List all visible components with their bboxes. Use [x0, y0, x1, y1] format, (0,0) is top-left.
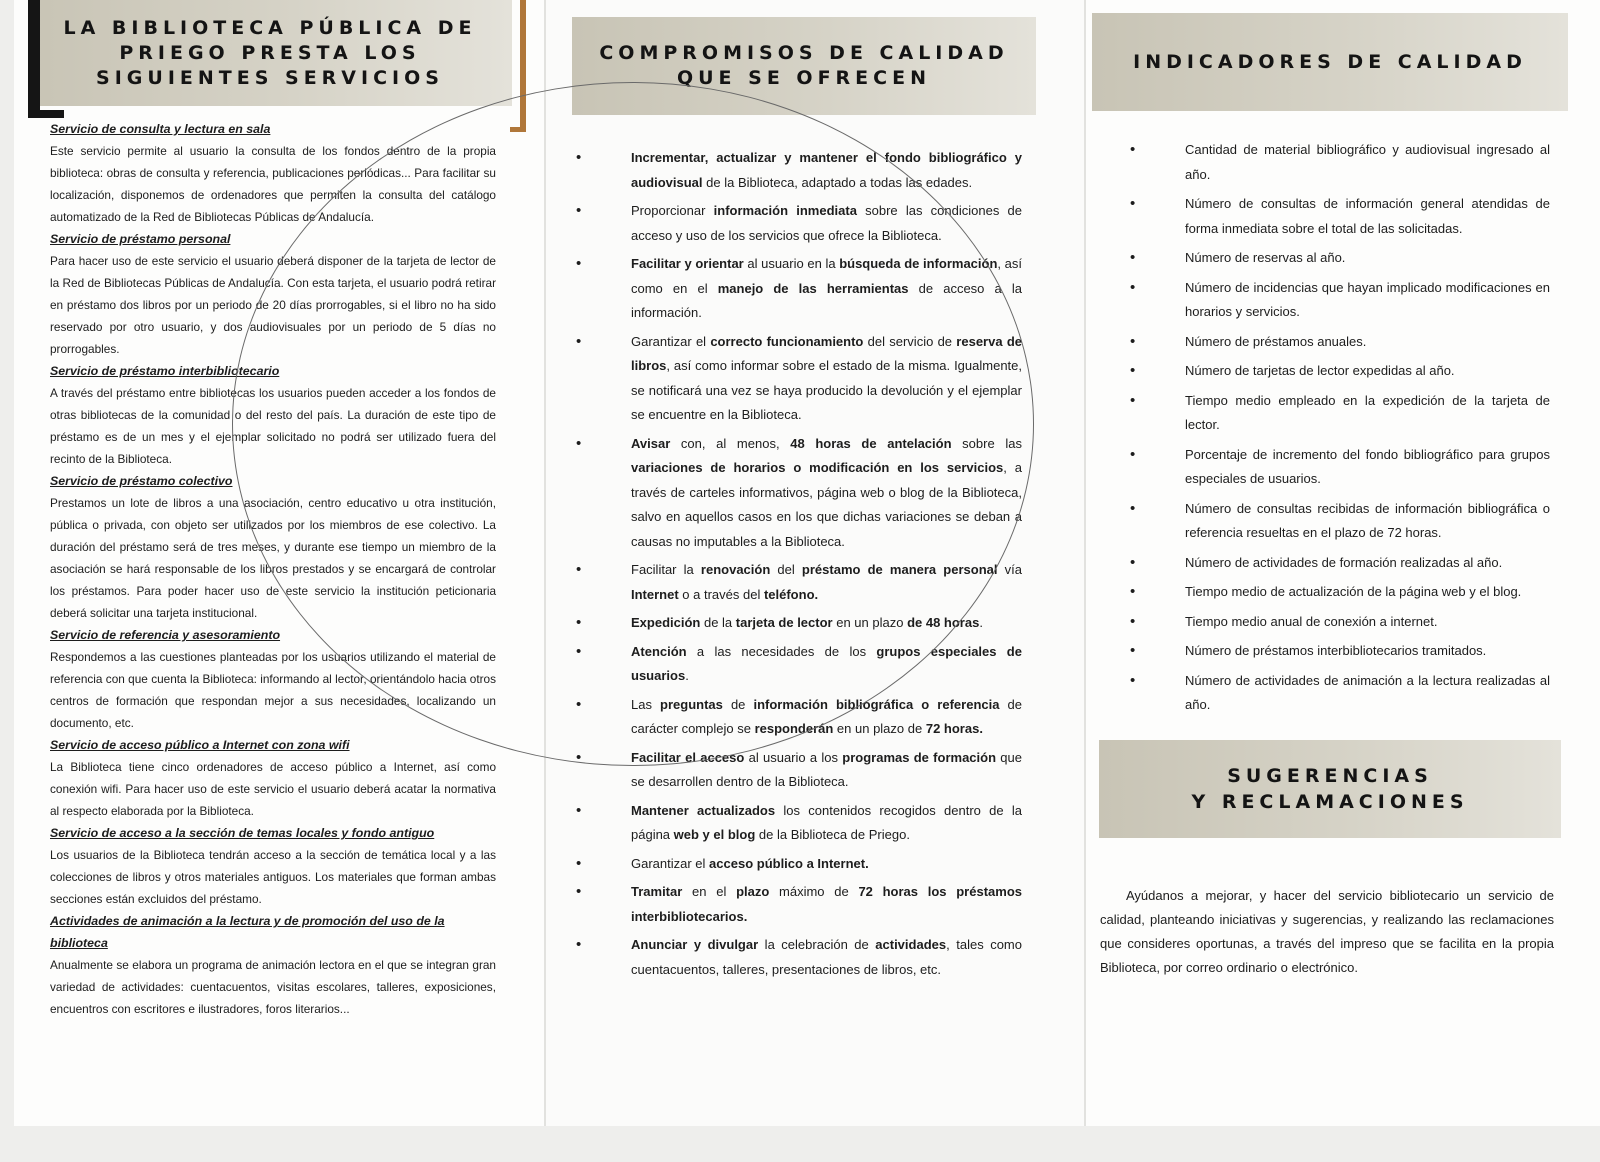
- bullet-icon: •: [1130, 612, 1136, 630]
- indicator-item: [1130, 192, 1550, 241]
- suggestions-title-line-1: SUGERENCIAS: [1227, 765, 1433, 787]
- commitment-item-text: Garantizar el correcto funcionamiento del servicio de reserva de libros, así como informar sobre el estado de la misma. Igualmente, se notificará una vez se haya producido la devolución y el ejemplar se encuentre en la Biblioteca.: [631, 333, 1022, 422]
- indicator-item: [1130, 359, 1550, 384]
- commitment-item: [576, 852, 1022, 877]
- bullet-icon: •: [1130, 671, 1136, 689]
- commitment-item: [576, 330, 1022, 428]
- indicator-item-text: Número de incidencias que hayan implicado modificaciones en horarios y servicios.: [1185, 279, 1550, 319]
- commitment-item: [576, 640, 1022, 689]
- service-text: Para hacer uso de este servicio el usuario deberá disponer de la tarjeta de lector de la Red de Bibliotecas Públicas de Andalucía. Con esta tarjeta, el usuario podrá retirar en préstamo dos libros por un periodo de 20 días prorrogables, si el libro no ha sido reservado por otro usuario, y dos audiovisuales por un periodo de 5 días no prorrogables.: [50, 254, 496, 356]
- fold-line-left: [544, 0, 546, 1126]
- suggestions-header: [1099, 740, 1561, 838]
- bullet-icon: •: [576, 561, 582, 578]
- bullet-icon: •: [576, 332, 582, 350]
- commitment-item: [576, 252, 1022, 326]
- commitment-item-text: Atención a las necesidades de los grupos especiales de usuarios.: [631, 643, 1022, 683]
- indicators-header: [1092, 13, 1568, 111]
- indicator-item: [1130, 330, 1550, 355]
- commitment-item-text: Avisar con, al menos, 48 horas de antelación sobre las variaciones de horarios o modificación en los servicios, a través de carteles informativos, página web o blog de la Biblioteca, salvo en aquellos casos en los que dichas variaciones se deban a causas no imputables a la Biblioteca.: [631, 435, 1022, 549]
- indicator-item-text: Número de consultas de información general atendidas de forma inmediata sobre el total de las solicitadas.: [1185, 196, 1550, 236]
- commitments-title-line-2: QUE SE OFRECEN: [676, 67, 931, 89]
- bullet-icon: •: [1130, 362, 1136, 379]
- indicator-item-text: Tiempo medio anual de conexión a internet.: [1185, 613, 1438, 629]
- service-text: La Biblioteca tiene cinco ordenadores de acceso público a Internet, así como conexión wifi. Para hacer uso de este servicio el usuario deberá acatar la normativa al respecto elaborada por la Biblioteca.: [50, 760, 496, 818]
- services-header: [28, 0, 512, 106]
- bullet-icon: •: [1130, 499, 1136, 517]
- bullet-icon: •: [1130, 391, 1136, 409]
- commitment-item: [576, 558, 1022, 607]
- black-bracket-decoration: [28, 0, 40, 118]
- indicator-item: [1130, 580, 1550, 605]
- bullet-icon: •: [1130, 642, 1136, 659]
- fold-line-right: [1084, 0, 1086, 1126]
- indicator-item: [1130, 669, 1550, 718]
- indicator-item-text: Tiempo medio de actualización de la página web y el blog.: [1185, 584, 1522, 599]
- service-title: Servicio de préstamo interbibliotecario: [50, 364, 280, 378]
- bullet-icon: •: [576, 748, 582, 766]
- commitment-item: [576, 693, 1022, 742]
- bullet-icon: •: [576, 642, 582, 660]
- service-text: Anualmente se elabora un programa de animación lectora en el que se integran gran variedad de actividades: cuentacuentos, visitas escolares, talleres, exposiciones, encuentros con escritores e ilustradores, foros literarios...: [50, 958, 496, 1016]
- service-text: A través del préstamo entre bibliotecas los usuarios pueden acceder a los fondos de otras bibliotecas de la comunidad o del resto del país. La duración de este tipo de préstamo es de un mes y el ejemplar solicitado no podrá ser utilizado fuera del recinto de la Biblioteca.: [50, 386, 496, 466]
- indicator-item: [1130, 639, 1550, 664]
- commitment-item-text: Anunciar y divulgar la celebración de actividades, tales como cuentacuentos, talleres, presentaciones de libros, etc.: [631, 937, 1022, 977]
- commitment-item-text: Tramitar en el plazo máximo de 72 horas los préstamos interbibliotecarios.: [631, 884, 1022, 924]
- commitment-item-text: Expedición de la tarjeta de lector en un plazo de 48 horas.: [631, 615, 983, 630]
- indicator-item-text: Tiempo medio empleado en la expedición de la tarjeta de lector.: [1185, 392, 1550, 432]
- indicator-item: [1130, 610, 1550, 635]
- service-item: [50, 822, 496, 910]
- bullet-icon: •: [1130, 553, 1136, 571]
- bullet-icon: •: [576, 614, 582, 631]
- indicator-item-text: Número de tarjetas de lector expedidas al año.: [1185, 363, 1455, 378]
- indicator-item-text: Porcentaje de incremento del fondo bibliográfico para grupos especiales de usuarios.: [1185, 446, 1550, 486]
- bullet-icon: •: [576, 936, 582, 953]
- commitment-item: [576, 432, 1022, 555]
- service-item: [50, 118, 496, 228]
- service-title: Servicio de acceso público a Internet con zona wifi: [50, 738, 350, 752]
- service-title: Servicio de consulta y lectura en sala: [50, 122, 271, 136]
- commitment-item: [576, 933, 1022, 982]
- service-text: Prestamos un lote de libros a una asociación, centro educativo u otra institución, pública o privada, con objeto ser utilizados por los miembros de ese colectivo. La duración del préstamo será de tres meses, y durante ese tiempo un miembro de la asociación se hará responsable de los libros prestados y se encargará de controlar los préstamos. Para poder hacer uso de este servicio la institución peticionaria deberá solicitar una tarjeta institucional.: [50, 496, 496, 620]
- services-list: [50, 118, 496, 1020]
- commitment-item: [576, 799, 1022, 848]
- commitment-item: [576, 146, 1022, 195]
- indicator-item: [1130, 389, 1550, 438]
- indicator-item-text: Número de préstamos anuales.: [1185, 333, 1367, 349]
- services-title-line-2: PRIEGO PRESTA LOS: [119, 41, 421, 64]
- commitment-item-text: Mantener actualizados los contenidos recogidos dentro de la página web y el blog de la Biblioteca de Priego.: [631, 802, 1022, 842]
- indicator-item-text: Número de actividades de animación a la lectura realizadas al año.: [1185, 672, 1550, 712]
- commitment-item: [576, 880, 1022, 929]
- indicators-list: [1130, 138, 1550, 723]
- commitments-title-line-1: COMPROMISOS DE CALIDAD: [599, 42, 1009, 64]
- indicator-item-text: Número de reservas al año.: [1185, 250, 1346, 265]
- indicator-item-text: Cantidad de material bibliográfico y audiovisual ingresado al año.: [1185, 142, 1550, 182]
- bullet-icon: •: [576, 434, 582, 452]
- bullet-icon: •: [1130, 195, 1136, 212]
- orange-bracket-decoration: [520, 0, 526, 132]
- commitment-item-text: Las preguntas de información bibliográfica o referencia de carácter complejo se responderán en un plazo de 72 horas.: [631, 696, 1022, 736]
- bullet-icon: •: [576, 695, 582, 713]
- service-item: [50, 734, 496, 822]
- service-title: Actividades de animación a la lectura y de promoción del uso de la biblioteca: [50, 914, 445, 950]
- indicator-item-text: Número de actividades de formación realizadas al año.: [1185, 554, 1503, 570]
- bullet-icon: •: [576, 255, 582, 272]
- services-title-line-3: SIGUIENTES SERVICIOS: [96, 66, 444, 89]
- bullet-icon: •: [576, 202, 582, 219]
- bullet-icon: •: [576, 149, 582, 166]
- commitments-header: [572, 17, 1036, 115]
- bullet-icon: •: [1130, 249, 1136, 266]
- service-item: [50, 360, 496, 470]
- service-title: Servicio de préstamo personal: [50, 232, 231, 246]
- commitment-item-text: Facilitar y orientar al usuario en la búsqueda de información, así como en el manejo de las herramientas de acceso a la información.: [631, 256, 1022, 320]
- services-title-line-1: LA BIBLIOTECA PÚBLICA DE: [63, 16, 477, 39]
- bullet-icon: •: [576, 854, 582, 872]
- indicator-item: [1130, 551, 1550, 576]
- service-title: Servicio de préstamo colectivo: [50, 474, 233, 488]
- service-text: Los usuarios de la Biblioteca tendrán acceso a la sección de temática local y a las colecciones de libros y otros materiales antiguos. Los materiales que forman ambas secciones están excluidos del préstamo.: [50, 848, 496, 906]
- indicators-title: INDICADORES DE CALIDAD: [1133, 50, 1527, 73]
- service-text: Respondemos a las cuestiones planteadas por los usuarios utilizando el material de referencia con que cuenta la Biblioteca: informando al lector, orientándolo hacia otros centros de formación que respondan mejor a sus necesidades, localizando un documento, etc.: [50, 650, 496, 730]
- bullet-icon: •: [1130, 445, 1136, 463]
- indicator-item-text: Número de préstamos interbibliotecarios tramitados.: [1185, 643, 1487, 658]
- bullet-icon: •: [1130, 583, 1136, 600]
- indicator-item: [1130, 246, 1550, 271]
- commitment-item-text: Incrementar, actualizar y mantener el fondo bibliográfico y audiovisual de la Biblioteca, adaptado a todas las edades.: [631, 150, 1022, 190]
- service-item: [50, 228, 496, 360]
- bullet-icon: •: [1130, 141, 1136, 158]
- commitment-item: [576, 746, 1022, 795]
- service-title: Servicio de referencia y asesoramiento: [50, 628, 281, 642]
- suggestions-text: Ayúdanos a mejorar, y hacer del servicio bibliotecario un servicio de calidad, planteando iniciativas y sugerencias, y realizando las reclamaciones que consideres oportunas, a través del impreso que se facilita en la propia Biblioteca, por correo ordinario o electrónico.: [1100, 888, 1554, 975]
- service-text: Este servicio permite al usuario la consulta de los fondos dentro de la propia biblioteca: obras de consulta y referencia, publicaciones periódicas... Para facilitar su localización, disponemos de ordenadores que permiten la consulta del catálogo automatizado de la Red de Bibliotecas Públicas de Andalucía.: [50, 144, 496, 224]
- service-item: [50, 624, 496, 734]
- bullet-icon: •: [576, 801, 582, 819]
- commitment-item-text: Garantizar el acceso público a Internet.: [631, 855, 869, 871]
- commitment-item-text: Facilitar el acceso al usuario a los programas de formación que se desarrollen dentro de la Biblioteca.: [631, 749, 1022, 789]
- indicator-item: [1130, 497, 1550, 546]
- bullet-icon: •: [576, 883, 582, 900]
- indicator-item: [1130, 138, 1550, 187]
- commitment-item: [576, 611, 1022, 636]
- service-title: Servicio de acceso a la sección de temas locales y fondo antiguo: [50, 826, 435, 840]
- suggestions-title-line-2: Y RECLAMACIONES: [1191, 791, 1469, 813]
- commitment-item-text: Facilitar la renovación del préstamo de manera personal vía Internet o a través del teléfono.: [631, 562, 1022, 602]
- bullet-icon: •: [1130, 278, 1136, 296]
- service-item: [50, 470, 496, 624]
- indicator-item: [1130, 443, 1550, 492]
- service-item: [50, 910, 496, 1020]
- commitment-item: [576, 199, 1022, 248]
- commitment-item-text: Proporcionar información inmediata sobre las condiciones de acceso y uso de los servicios que ofrece la Biblioteca.: [631, 203, 1022, 243]
- commitments-list: [576, 146, 1022, 986]
- bullet-icon: •: [1130, 332, 1136, 350]
- indicator-item-text: Número de consultas recibidas de información bibliográfica o referencia resueltas en el plazo de 72 horas.: [1185, 500, 1550, 540]
- indicator-item: [1130, 276, 1550, 325]
